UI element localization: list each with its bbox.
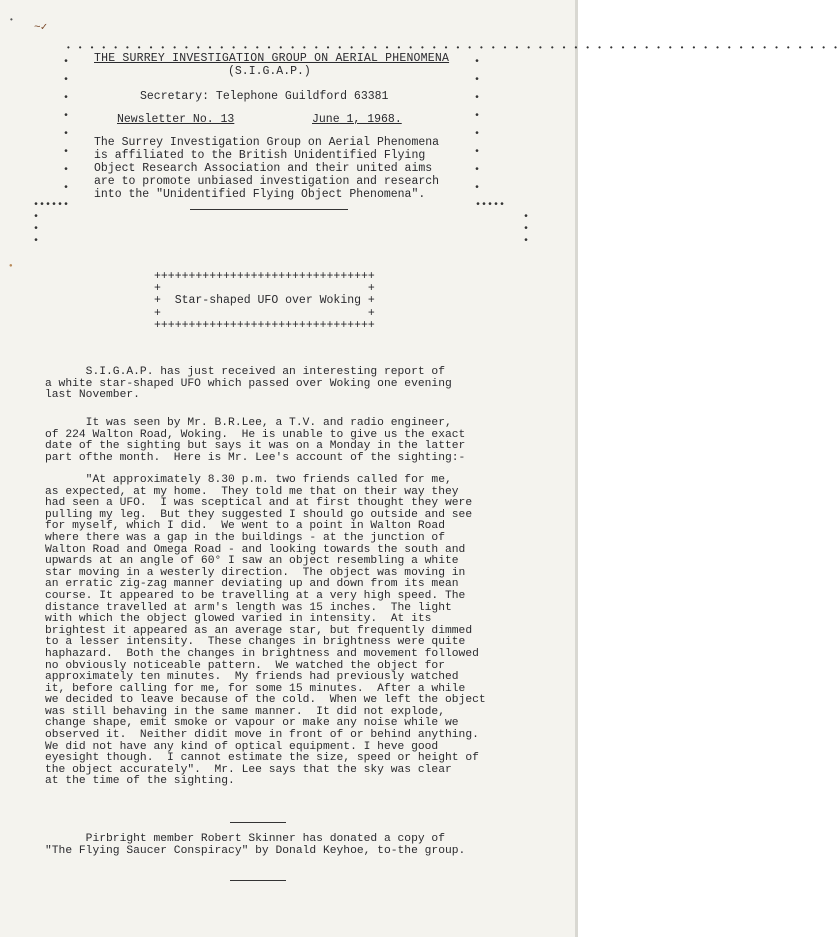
header-dotted-border-left: • • • • • • • • bbox=[63, 57, 70, 194]
header-dotted-corner-left: •••••• • • • bbox=[33, 200, 70, 247]
group-abbreviation: (S.I.G.A.P.) bbox=[228, 65, 311, 78]
witness-account: "At approximately 8.30 p.m. two friends called for me, as expected, at my home. They told me that on their way they had seen a UFO. I was sceptical and at first thought they were pulling my leg. But they suggested I should go outside and see for myself, which I did. We went to a point in Walton Road where there was a gap in the buildings - at the junction of Walton Road and Omega Road - and looking towards the south and upwards at an angle of 60° I saw an object resembling a white star moving in a westerly direction. The object was moving in an erratic zig-zag manner deviating up and down from its mean course. It appeared to be travelling at a very high speed. The distance travelled at arm's length was 15 inches. The light with which the object glowed varied in intensity. At its brightest it appeared as an average star, but frequently dimmed to a lesser intensity. These changes in brightness were quite haphazard. Both the changes in brightness and movement followed no obviously noticeable pattern. We watched the object for approximately ten minutes. My friends had previously watched it, before calling for me, for some 15 minutes. After a while we decided to leave because of the cold. When we left the object was still behaving in the same manner. It did not explode, change shape, emit smoke or vapour or make any noise while we observed it. Neither didit move in front of or behind anything. We did not have any kind of optical equipment. I heve good eyesight though. I cannot estimate the size, speed or height of the object accurately". Mr. Lee says that the sky was clear at the time of the sighting. bbox=[45, 474, 486, 788]
group-description: The Surrey Investigation Group on Aerial Phenomena is affiliated to the British Unidentified Flying Object Research Association and their united aims are to promote unbiased investigation and research into the "Unidentified Flying Object Phenomena". bbox=[94, 136, 440, 201]
secretary-line: Secretary: Telephone Guildford 63381 bbox=[140, 90, 389, 103]
header-divider bbox=[190, 209, 348, 210]
header-dotted-border-right: • • • • • • • • bbox=[474, 57, 481, 194]
article-paragraph-1: S.I.G.A.P. has just received an interesting report of a white star-shaped UFO which passed over Woking one evening last November. bbox=[45, 366, 452, 402]
article-paragraph-2: It was seen by Mr. B.R.Lee, a T.V. and radio engineer, of 224 Walton Road, Woking. He is unable to give us the exact date of the sighting but says it was on a Monday in the latter part ofthe month. Here is Mr. Lee's account of the sighting:- bbox=[45, 417, 466, 464]
donation-note: Pirbright member Robert Skinner has donated a copy of "The Flying Saucer Conspiracy" by Donald Keyhoe, to-the group. bbox=[45, 833, 466, 857]
header-dotted-corner-right: ••••• • • • bbox=[475, 200, 530, 247]
header-dotted-border: • • • • • • • • • • • • • • • • • • • • • • • • • • • • • • • • • • • • • • • • • • • • • • • • • • • • • • • • • • • • • • • • • • bbox=[66, 44, 839, 53]
paper-spot: ● bbox=[9, 262, 13, 269]
article-heading-box: ++++++++++++++++++++++++++++++++ + + + Star-shaped UFO over Woking + + + ++++++++++++++++++++++++++++++++ bbox=[154, 270, 375, 332]
newsletter-number: Newsletter No. 13 bbox=[117, 113, 235, 126]
end-divider bbox=[230, 880, 286, 881]
ink-dot: • bbox=[9, 16, 14, 25]
section-divider bbox=[230, 822, 286, 823]
issue-date: June 1, 1968. bbox=[312, 113, 402, 126]
pencil-mark: ~✓ bbox=[34, 22, 48, 34]
group-title: THE SURREY INVESTIGATION GROUP ON AERIAL PHENOMENA bbox=[94, 52, 450, 65]
